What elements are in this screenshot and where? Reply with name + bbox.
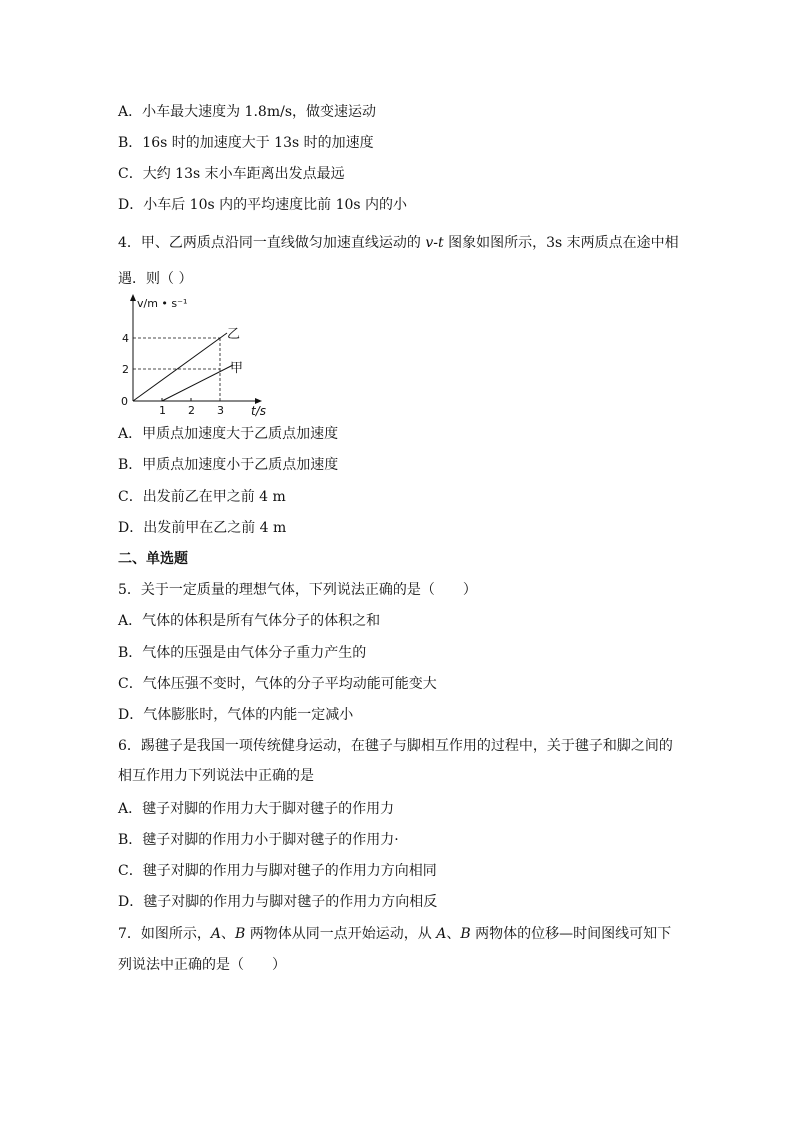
- stem-text: 图象如图所示，3s 末两质点在途中相: [443, 235, 679, 251]
- vt-graph: [110, 290, 280, 420]
- var-b: B: [235, 926, 246, 942]
- y-axis-label: v/m • s⁻¹: [137, 297, 188, 310]
- option-line: C．大约 13s 末小车距离出发点最远: [118, 166, 345, 182]
- var-a: A: [436, 926, 447, 942]
- series-label-jia: 甲: [230, 361, 244, 376]
- series-line-jia: [162, 365, 233, 401]
- stem-vt: v-t: [425, 235, 444, 251]
- option-line: A．小车最大速度为 1.8m/s，做变速运动: [118, 104, 377, 120]
- y-tick-label: 2: [122, 363, 129, 376]
- series-line-yi: [133, 333, 227, 401]
- stem-text: 7．如图所示，: [118, 926, 211, 942]
- option-line: D．出发前甲在乙之前 4 m: [118, 520, 287, 536]
- option-line: C．气体压强不变时，气体的分子平均动能可能变大: [118, 676, 437, 692]
- question-7-stem: [118, 925, 671, 943]
- y-axis-arrow: [130, 294, 136, 301]
- stem-text: 两物体的位移—时间图线可知下: [470, 926, 672, 942]
- question-4-stem: [118, 234, 679, 252]
- y-tick-label: 4: [122, 332, 129, 345]
- question-4-stem-line2: 遇．则（ ）: [118, 271, 193, 287]
- stem-text: 两物体从同一点开始运动，从: [245, 926, 437, 942]
- question-6-stem: 6．踢毽子是我国一项传统健身运动，在毽子与脚相互作用的过程中，关于毽子和脚之间的: [118, 738, 673, 754]
- option-line: B．16s 时的加速度大于 13s 时的加速度: [118, 135, 374, 151]
- x-axis-label: t/s: [251, 404, 266, 418]
- question-5-stem: 5．关于一定质量的理想气体，下列说法正确的是（ ）: [118, 582, 477, 598]
- x-tick-label: 3: [217, 404, 224, 417]
- option-line: B．甲质点加速度小于乙质点加速度: [118, 457, 339, 473]
- option-line: A．甲质点加速度大于乙质点加速度: [118, 426, 339, 442]
- option-line: C．出发前乙在甲之前 4 m: [118, 489, 286, 505]
- stem-text: 、: [221, 926, 236, 942]
- question-7-stem-line2: 列说法中正确的是（ ）: [118, 957, 286, 973]
- option-line: A．气体的体积是所有气体分子的体积之和: [118, 613, 381, 629]
- origin-label: 0: [121, 395, 128, 408]
- option-line: B．毽子对脚的作用力小于脚对毽子的作用力·: [118, 832, 399, 848]
- series-label-yi: 乙: [227, 327, 241, 342]
- option-line: B．气体的压强是由气体分子重力产生的: [118, 645, 367, 661]
- stem-text: 4．甲、乙两质点沿同一直线做匀加速直线运动的: [118, 235, 426, 251]
- option-line: D．小车后 10s 内的平均速度比前 10s 内的小: [118, 197, 408, 213]
- x-tick-label: 2: [188, 404, 195, 417]
- option-line: C．毽子对脚的作用力与脚对毽子的作用力方向相同: [118, 863, 437, 879]
- option-line: D．气体膨胀时，气体的内能一定减小: [118, 707, 354, 723]
- x-tick-label: 1: [159, 404, 166, 417]
- question-6-stem-line2: 相互作用力下列说法中正确的是: [118, 768, 314, 784]
- var-b: B: [460, 926, 471, 942]
- option-line: D．毽子对脚的作用力与脚对毽子的作用力方向相反: [118, 894, 438, 910]
- stem-text: 、: [446, 926, 461, 942]
- section-heading: 二、单选题: [118, 551, 188, 567]
- option-line: A．毽子对脚的作用力大于脚对毽子的作用力: [118, 801, 395, 817]
- var-a: A: [210, 926, 222, 942]
